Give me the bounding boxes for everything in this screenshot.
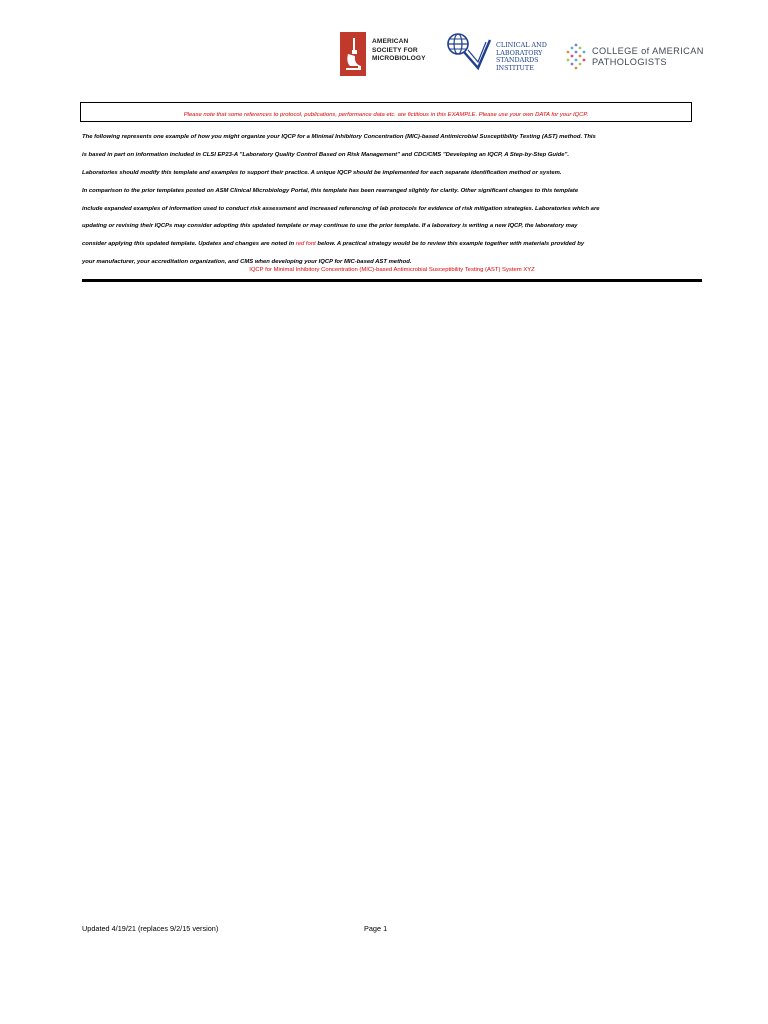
document-title: IQCP for Minimal Inhibitory Concentration (MIC)-based Antimicrobial Susceptibility Testing (AST) System XYZ xyxy=(249,267,535,273)
fictitious-data-notice xyxy=(80,102,692,122)
intro-line-3: Laboratories should modify this template and examples to support their practice. A unique IQCP should be implemented for each separate identification method or system. xyxy=(82,169,562,176)
cap-logo xyxy=(562,28,702,86)
intro-line-1: The following represents one example of how you might organize your IQCP for a Minimal Inhibitory Concentration (MIC)-based Antimicrobial Susceptibility Testing (AST) method. This xyxy=(82,134,596,140)
clsi-line-2: LABORATORY xyxy=(496,48,543,57)
intro-line-7-start: consider applying this updated template. Updates and changes are noted in xyxy=(82,241,296,248)
asm-line-2: SOCIETY FOR xyxy=(372,46,418,54)
clsi-line-1: CLINICAL AND xyxy=(496,41,547,49)
intro-line-7 xyxy=(82,236,702,254)
asm-line-3: MICROBIOLOGY xyxy=(372,55,426,63)
footer-page-number: Page 1 xyxy=(364,924,388,933)
footer-version: Updated 4/19/21 (replaces 9/2/15 version) xyxy=(82,924,219,933)
intro-paragraph xyxy=(82,129,702,272)
asm-logo xyxy=(340,28,432,86)
cap-line-1: COLLEGE of AMERICAN xyxy=(592,46,704,56)
intro-line-8: your manufacturer, your accreditation organization, and CMS when developing your IQCP for MIC-based AST method. xyxy=(82,259,412,266)
logo-bar xyxy=(336,28,704,86)
cap-line-2: PATHOLOGISTS xyxy=(592,56,667,67)
clsi-line-4: INSTITUTE xyxy=(496,63,534,72)
notice-text: Please note that some references to protocol, publications, performance data etc. are fictitious in this EXAMPLE. Please use your own DATA for your IQCP. xyxy=(183,112,589,118)
globe-icon xyxy=(444,30,494,76)
intro-line-7-end: below. A practical strategy would be to review this example together with materials provided by xyxy=(315,241,585,248)
red-font-highlight: red font xyxy=(295,241,316,248)
clsi-line-3: STANDARDS xyxy=(496,56,539,65)
intro-line-2: is based in part on information included in CLSI EP23-A "Laboratory Quality Control Based on Risk Management" and CDC/CMS "Developing an IQCP, A Step-by-Step Guide". xyxy=(82,151,569,158)
intro-line-4: In comparison to the prior templates posted on ASM Clinical Microbiology Portal, this template has been rearranged slightly for clarity. Other significant changes to this template xyxy=(82,187,579,194)
dot-grid-icon xyxy=(564,42,588,70)
title-divider xyxy=(82,279,702,282)
intro-line-6: updating or revising their IQCPs may consider adopting this updated template or may continue to use the prior template. If a laboratory is writing a new IQCP, the laboratory may xyxy=(82,223,578,230)
clsi-logo xyxy=(444,28,554,86)
microscope-icon xyxy=(340,32,366,76)
asm-line-1: AMERICAN xyxy=(372,38,409,45)
intro-line-5: include expanded examples of information used to conduct risk assessment and increased referencing of lab protocols for evidence of risk mitigation strategies. Laboratories which are xyxy=(82,205,600,212)
